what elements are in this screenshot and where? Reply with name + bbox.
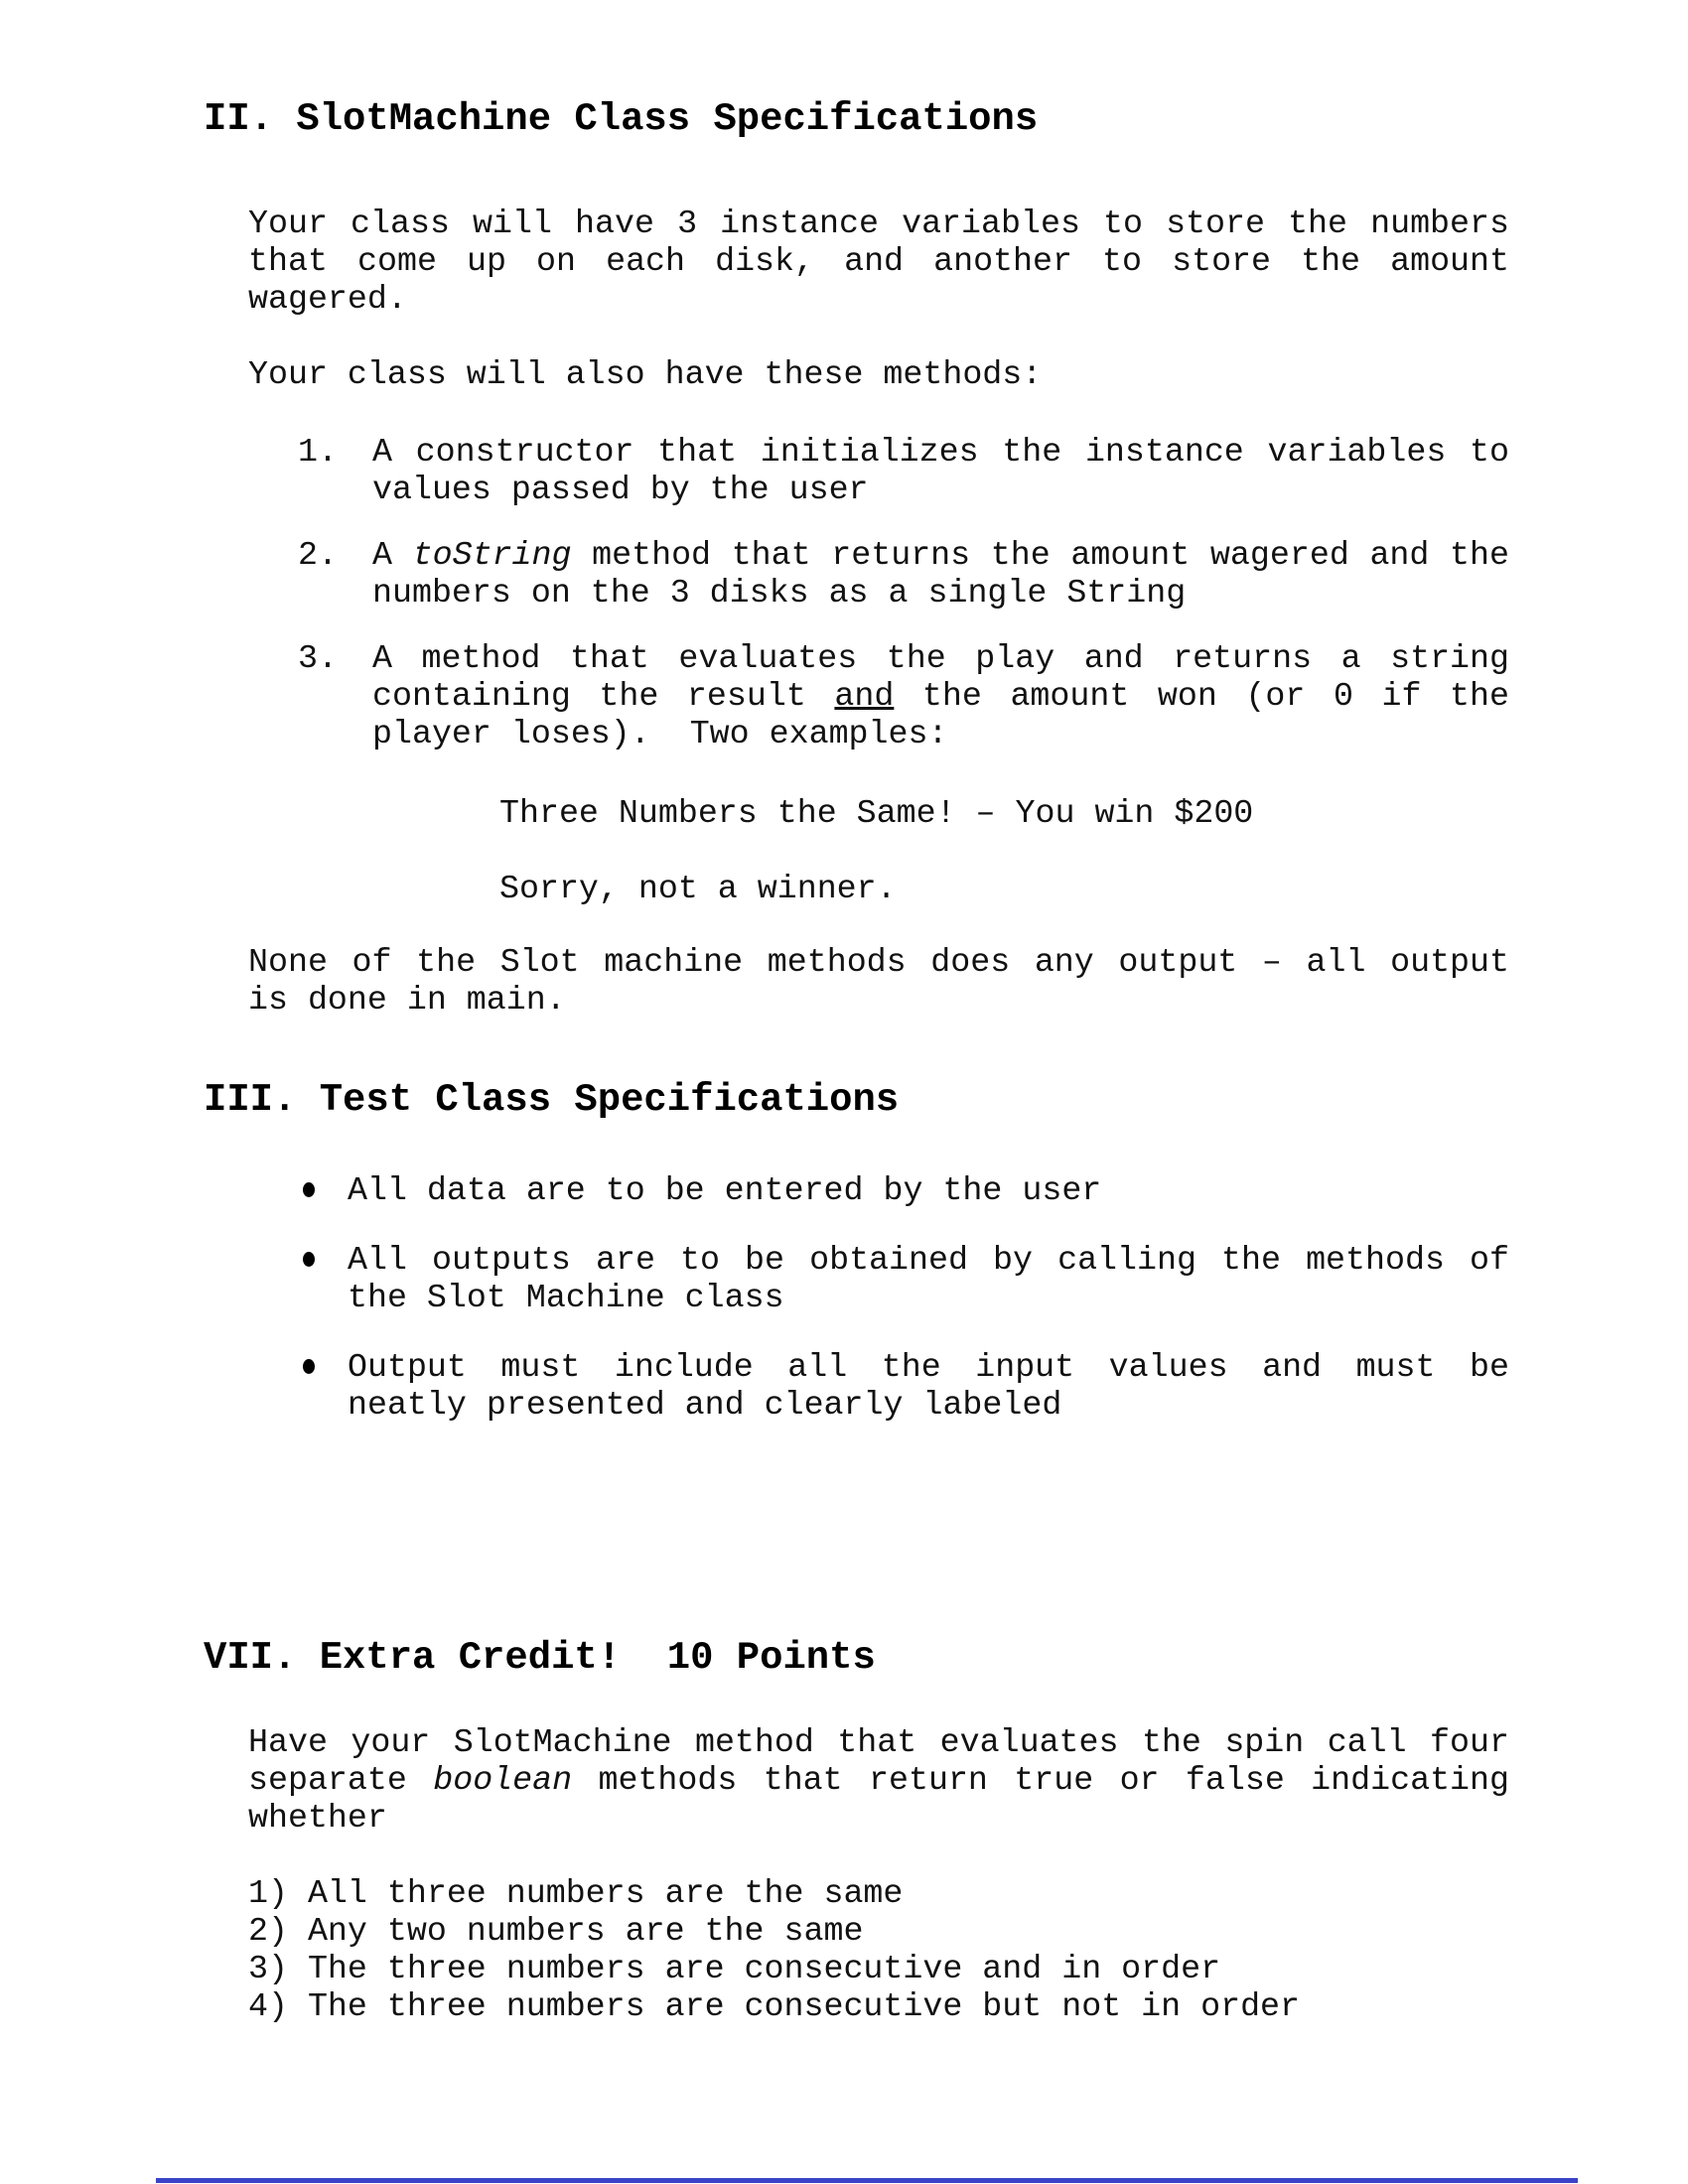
- bullet-item-2: [301, 1241, 1509, 1316]
- bullet-icon: [303, 1252, 315, 1267]
- bullet-item-3: [301, 1348, 1509, 1424]
- numbered-item-3-marker: 3.: [298, 639, 338, 677]
- numbered-item-2-text: A toString method that returns the amount wagered and the numbers on the 3 disks as a single String: [372, 536, 1509, 612]
- extra-credit-list-item-4: 4) The three numbers are consecutive but not in order: [248, 1987, 1301, 2025]
- section-ii-heading: II. SlotMachine Class Specifications: [204, 97, 1039, 141]
- extra-credit-list-item-2: 2) Any two numbers are the same: [248, 1912, 864, 1950]
- extra-credit-list-item-3: 3) The three numbers are consecutive and in order: [248, 1950, 1221, 1987]
- bottom-rule: [156, 2178, 1578, 2183]
- bullet-item-3-text: Output must include all the input values and must be neatly presented and clearly labeled: [348, 1348, 1509, 1424]
- section-ii-paragraph-3: None of the Slot machine methods does any output – all output is done in main.: [248, 943, 1509, 1019]
- extra-credit-list-item-1: 1) All three numbers are the same: [248, 1874, 904, 1912]
- section-ii-paragraph-2: Your class will also have these methods:: [248, 355, 1043, 393]
- bullet-item-1-text: All data are to be entered by the user: [348, 1171, 1102, 1209]
- numbered-item-1: [298, 433, 1509, 508]
- bullet-icon: [303, 1182, 315, 1197]
- bullet-item-2-text: All outputs are to be obtained by calling the methods of the Slot Machine class: [348, 1241, 1509, 1316]
- numbered-item-1-text: A constructor that initializes the instance variables to values passed by the user: [372, 433, 1509, 508]
- extra-credit-list: [248, 1874, 1539, 2025]
- section-ii-paragraph-1: Your class will have 3 instance variables to store the numbers that come up on each disk, and another to store the amount wagered.: [248, 205, 1509, 318]
- example-output-2: Sorry, not a winner.: [499, 870, 897, 907]
- numbered-item-3-text: A method that evaluates the play and returns a string containing the result and the amount won (or 0 if the player loses). Two examples:: [372, 639, 1510, 752]
- numbered-item-2-marker: 2.: [298, 536, 338, 574]
- numbered-item-3: [298, 639, 1509, 752]
- bullet-icon: [303, 1359, 315, 1374]
- numbered-item-1-marker: 1.: [298, 433, 338, 471]
- numbered-item-2: [298, 536, 1509, 612]
- section-vii-heading: VII. Extra Credit! 10 Points: [204, 1636, 876, 1680]
- section-iii-heading: III. Test Class Specifications: [204, 1078, 900, 1122]
- section-vii-paragraph: Have your SlotMachine method that evaluates the spin call four separate boolean methods that return true or false indicating whether: [248, 1723, 1509, 1837]
- example-output-1: Three Numbers the Same! – You win $200: [499, 794, 1254, 832]
- bullet-item-1: [301, 1171, 1509, 1209]
